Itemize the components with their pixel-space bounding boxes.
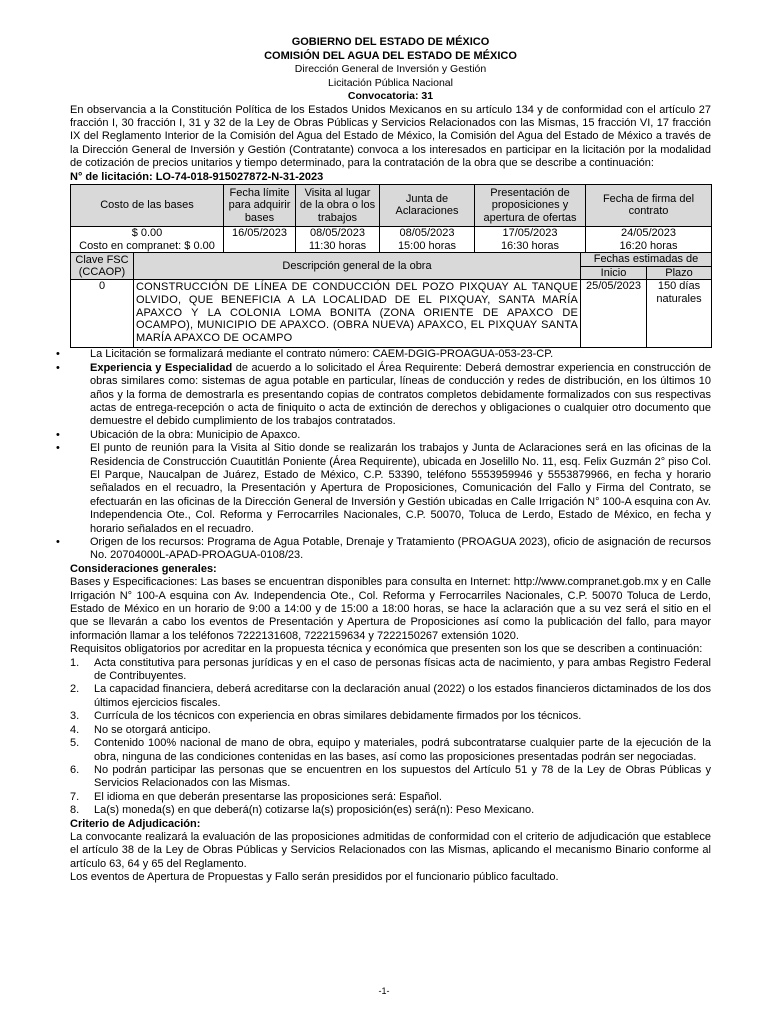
header-inicio: Inicio [581,266,647,280]
requirement-text: Contenido 100% nacional de mano de obra, equipo y materiales, podrá subcontratarse cualquier parte de la ejecución de la obra, ninguna de las condiciones contenidas en las bases, así como las proposiciones presentadas podrán ser negociadas. [94,737,711,763]
bullet-recursos-text: Origen de los recursos: Programa de Agua Potable, Drenaje y Tratamiento (PROAGUA 2023), oficio de asignación de recursos No. 20704000L-APAD-PROAGUA-0108/23. [90,536,711,562]
requirement-item [70,683,711,710]
requirement-text: Currícula de los técnicos con experiencia en obras similares debidamente firmados por los técnicos. [94,710,582,723]
eventos-paragraph: Los eventos de Apertura de Propuestas y Fallo serán presididos por el funcionario público facultado. [70,871,559,884]
cell-descripcion: CONSTRUCCIÓN DE LÍNEA DE CONDUCCIÓN DEL POZO PIXQUAY AL TANQUE OLVIDO, QUE BENEFICIA A LA LOCALIDAD DE EL PIXQUAY, SANTA MARÍA APAXCO Y LA COLONIA LOMA BONITA (ZONA ORIENTE DE APAXCO DE OCAMPO), MUNICIPIO DE APAXCO. (OBRA NUEVA) APAXCO, EL PIXQUAY SANTA MARÍA APAXCO DE OCAMPO [134,280,581,348]
cell-inicio: 25/05/2023 [581,280,647,348]
bullet-dot-icon: • [56,361,60,374]
header-plazo: Plazo [647,266,712,280]
criterio-paragraph: La convocante realizará la evaluación de las proposiciones admitidas de conformidad con el criterio de adjudicación que establece el artículo 38 de la Ley de Obras Públicas y Servicios Relacionados con las Mismas, aplicando el mecanismo Binario conforme al artículo 63, 64 y 65 del Reglamento. [70,830,711,870]
bullet-reunion-text: El punto de reunión para la Visita al Sitio donde se realizarán los trabajos y Junta de Aclaraciones será en las oficinas de la Residencia de Construcción Cuautitlán Poniente (Área Requirente), ubicada en Joselillo No. 11, esq. Felix Guzmán 2° piso Col. El Parque, Naucalpan de Juárez, Estado de México, C.P. 53390, teléfono 5553959946 y 5553879966, en fecha y horario señalados en el recuadro, la Presentación y Apertura de Proposiciones, Comunicación del Fallo y Firma del Contrato, se efectuarán en las oficinas de la Dirección General de Inversión y Gestión ubicadas en Calle Irrigación N° 100-A esquina con Av. Independencia Ote., Col. Reforma y Ferrocarriles Nacionales, C.P. 50070, Toluca de Lerdo, Estado de México, en fecha y horario señalados en el recuadro. [90,442,711,535]
header-costo: Costo de las bases [71,184,224,226]
header-commission: COMISIÓN DEL AGUA DEL ESTADO DE MÉXICO [264,49,517,62]
criterio-title: Criterio de Adjudicación: [70,817,201,830]
bases-paragraph: Bases y Especificaciones: Las bases se encuentran disponibles para consulta en Internet: http://www.compranet.gob.mx y en Calle Irrigación N° 100-A esquina con Av. Independencia Ote., Col. Reforma y Ferrocarriles Nacionales, C.P. 50070 Toluca de Lerdo, Estado de México en un horario de 9:00 a 14:00 y de 15:00 a 18:00 horas, se hace la aclaración que a su vez será el sitio en el que se llevarán a cabo los eventos de Presentación y Apertura de Proposiciones así como la publicación del fallo, para mayor información llamar a los teléfonos 7222131608, 7222159634 y 7222150267 extensión 1020. [70,576,711,642]
requirement-number: 4. [70,723,80,736]
clave-header-line1: Clave FSC [75,253,129,266]
cell-clave: 0 [71,280,134,348]
header-fecha-limite: Fecha límite para adquirir bases [224,184,296,226]
header-government: GOBIERNO DEL ESTADO DE MÉXICO [291,36,490,48]
header-junta: Junta de Aclaraciones [380,184,475,226]
requirement-item [70,737,711,764]
bullet-dot-icon: • [56,442,60,455]
requirement-number: 5. [70,737,80,750]
cell-costo [71,226,224,252]
header-convocatoria: Convocatoria: 31 [347,90,434,102]
requirement-number: 6. [70,763,80,776]
consideraciones-title: Consideraciones generales: [70,562,217,575]
requirement-number: 2. [70,683,80,696]
cell-firma [586,226,712,252]
header-descripcion: Descripción general de la obra [134,253,581,280]
requirement-item [70,710,711,723]
requirement-text: No podrán participar las personas que se encuentren en los supuestos del Artículo 51 y 78 de la Ley de Obras Públicas y Servicios Relacionados con las Mismas. [94,763,711,790]
conditions-list [56,348,711,563]
clave-header-line2: (CCAOP) [78,266,126,279]
header-fechas: Fechas estimadas de [581,253,712,266]
schedule-header-row [71,184,712,226]
header-visita: Visita al lugar de la obra o los trabajos [296,184,380,226]
header-firma: Fecha de firma del contrato [586,184,712,226]
requirement-text: Acta constitutiva para personas jurídicas y en el caso de personas físicas acta de nacimiento, y para ambas Registro Federal de Contribuyentes. [94,656,711,683]
cell-visita [296,226,380,252]
requirement-item [70,657,711,684]
schedule-table [70,184,712,253]
header-presentacion: Presentación de proposiciones y apertura de ofertas [475,184,586,226]
work-table [70,253,712,348]
bullet-reunion [56,442,711,536]
header-clave [71,253,134,280]
schedule-value-row [71,226,712,252]
cell-plazo: 150 días naturales [647,280,712,348]
work-value-row [71,280,712,348]
header-licitacion-type: Licitación Pública Nacional [328,76,453,89]
requirement-item [70,764,711,791]
cell-presentacion [475,226,586,252]
bullet-recursos [56,536,711,563]
work-header-row [71,253,712,266]
requirement-text: La capacidad financiera, deberá acreditarse con la declaración anual (2022) o los estados financieros dictaminados de los dos últimos ejercicios fiscales. [94,683,711,709]
visita-fecha: 08/05/2023 [309,226,366,239]
bullet-experiencia-title: Experiencia y Especialidad [90,361,233,374]
licitacion-number: N° de licitación: LO-74-018-915027872-N-31-2023 [70,170,324,183]
requirement-number: 3. [70,710,80,723]
costo-value: $ 0.00 [131,226,163,239]
bullet-ubicacion-text: Ubicación de la obra: Municipio de Apaxco. [90,428,301,441]
requirement-item [70,804,711,817]
page-number: -1- [378,986,390,996]
bullet-experiencia [56,361,711,429]
bullet-experiencia-text: de acuerdo a lo solicitado el Área Requirente: Deberá demostrar experiencia en construcción de obras similares como: sistemas de agua potable en particular, líneas de conducción y redes de distribución, en los últimos 10 años y la forma de demostrarla es presentando copias de contratos completos debidamente formalizados con sus respectivas actas de entrega-recepción o acta de finiquito o acta de extinción de derechos y obligaciones o cualquier otro documento que demuestre el debido cumplimiento de los trabajos contratados. [90,361,711,428]
visita-hora: 11:30 horas [308,239,367,252]
requirements-list [70,657,711,818]
bullet-contrato-text: La Licitación se formalizará mediante el contrato número: CAEM-DGIG-PROAGUA-053-23-CP. [90,348,554,361]
bullet-dot-icon: • [56,428,60,441]
costo-compranet: Costo en compranet: $ 0.00 [79,239,215,252]
junta-hora: 15:00 horas [397,239,457,252]
bullet-ubicacion [56,428,711,442]
intro-paragraph: En observancia a la Constitución Política de los Estados Unidos Mexicanos en su artículo 134 y de conformidad con el artículo 27 fracción I, 30 fracción I, 31 y 32 de la Ley de Obras Públicas y Servicios Relacionados con las Mismas, 15 fracción VI, 17 fracción IX del Reglamento Interior de la Comisión del Agua del Estado de México, la Comisión del Agua del Estado de México a través de la Dirección General de Inversión y Gestión (Contratante) convoca a los interesados en participar en la licitación por la modalidad de cotización de precios unitarios y tiempo determinado, para la contratación de la obra que se describe a continuación: [70,103,711,170]
requirement-number: 1. [70,656,80,669]
bullet-contrato [56,348,711,361]
requirement-item [70,791,711,804]
bullet-dot-icon: • [56,348,60,361]
document-page [56,36,711,885]
bullet-dot-icon: • [56,536,60,548]
requirement-text: El idioma en que deberán presentarse las proposiciones será: Español. [94,790,442,803]
firma-hora: 16:20 horas [619,239,678,252]
requirement-text: La(s) moneda(s) en que deberá(n) cotizarse la(s) proposición(es) será(n): Peso Mexicano. [94,804,535,817]
requirement-number: 7. [70,790,80,803]
cell-junta [380,226,475,252]
requirement-item [70,724,711,737]
junta-fecha: 08/05/2023 [399,226,455,239]
presentacion-fecha: 17/05/2023 [502,226,558,239]
requisitos-paragraph: Requisitos obligatorios por acreditar en la propuesta técnica y económica que presenten son los que se describen a continuación: [70,643,703,656]
firma-fecha: 24/05/2023 [620,226,677,239]
header-direction: Dirección General de Inversión y Gestión [294,63,487,75]
requirement-text: No se otorgará anticipo. [94,723,211,736]
requirement-number: 8. [70,804,80,817]
presentacion-hora: 16:30 horas [500,239,560,252]
cell-fecha-limite: 16/05/2023 [224,226,296,252]
